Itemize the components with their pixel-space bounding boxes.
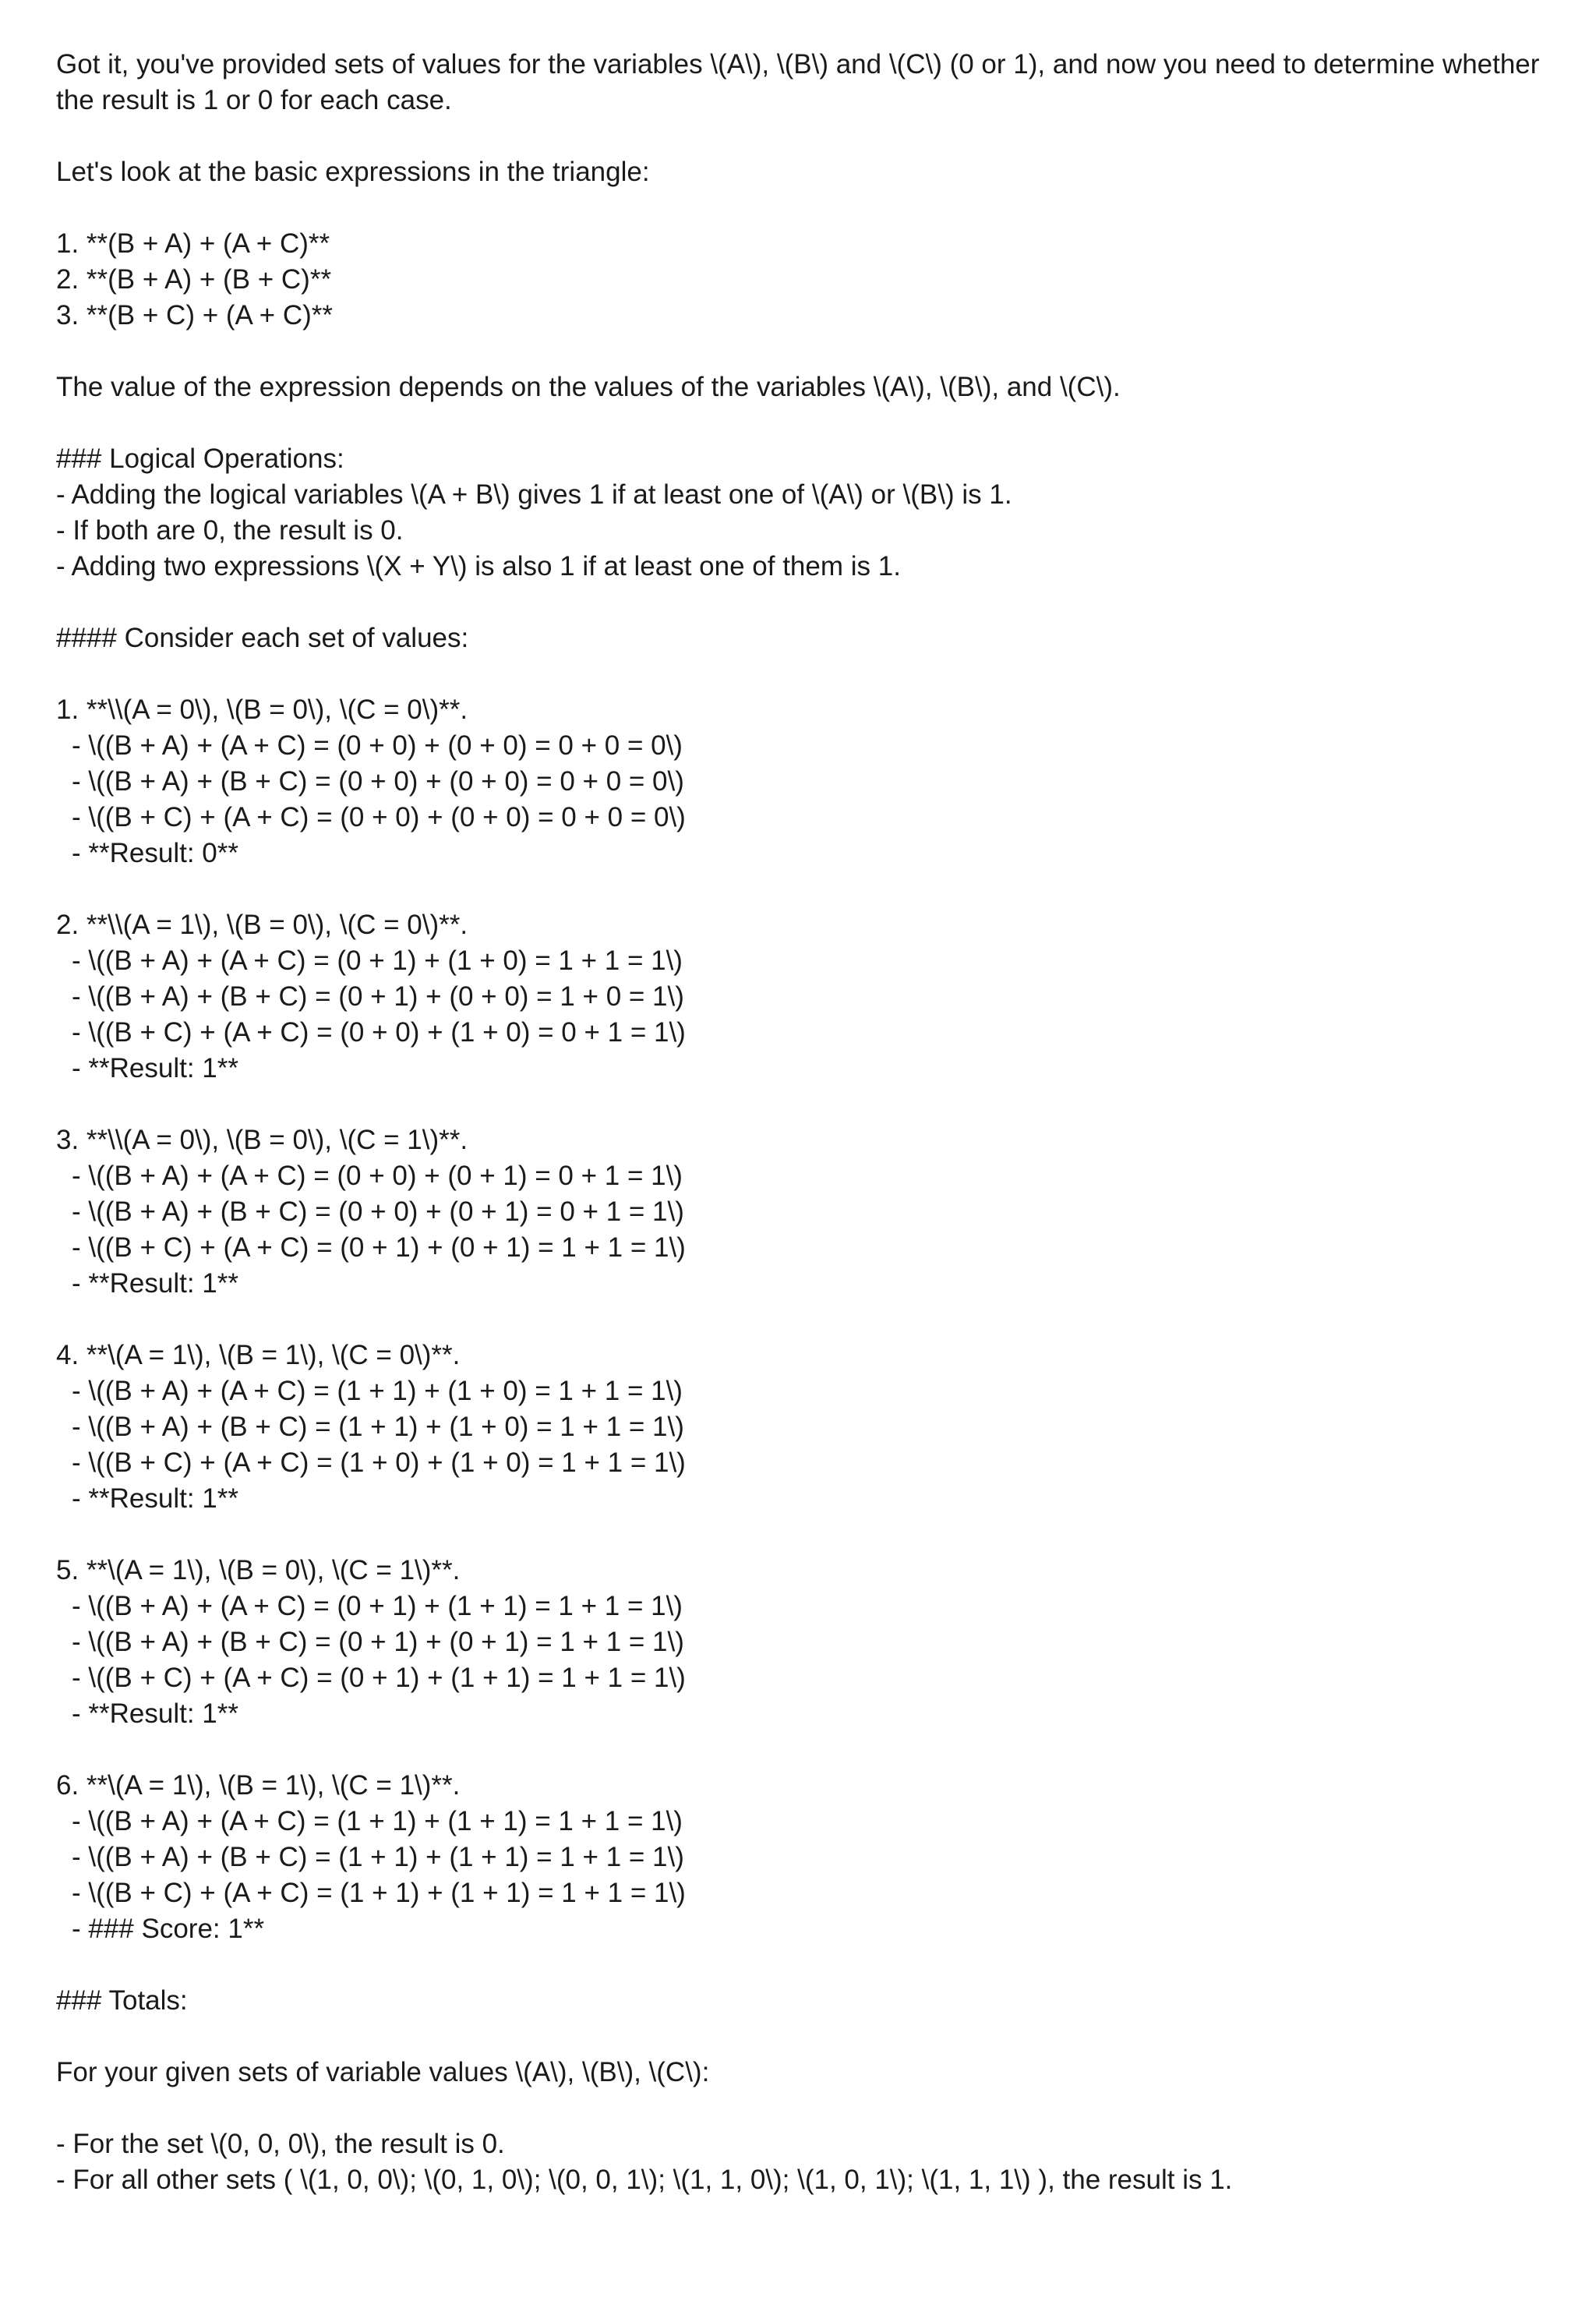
totals-item-2: - For all other sets ( \(1, 0, 0\); \(0, 1, 0\); \(0, 0, 1\); \(1, 1, 0\); \(1, 0, 1\); \(1, 1, 1\) ), the result is 1. xyxy=(56,2165,1233,2195)
case-2-line-1: - \((B + A) + (A + C) = (0 + 1) + (1 + 0) = 1 + 1 = 1\) xyxy=(72,945,683,976)
case-6-line-1: - \((B + A) + (A + C) = (1 + 1) + (1 + 1) = 1 + 1 = 1\) xyxy=(72,1806,683,1836)
case-6-result: - ### Score: 1** xyxy=(72,1914,265,1944)
case-2-line-3: - \((B + C) + (A + C) = (0 + 0) + (1 + 0) = 0 + 1 = 1\) xyxy=(72,1017,686,1048)
spacer xyxy=(56,118,1552,154)
case-5-line-2: - \((B + A) + (B + C) = (0 + 1) + (0 + 1) = 1 + 1 = 1\) xyxy=(72,1627,684,1657)
spacer xyxy=(56,405,1552,441)
totals-heading: ### Totals: xyxy=(56,1985,188,2016)
triangle-expression-3: 3. **(B + C) + (A + C)** xyxy=(56,300,333,330)
case-1-line-1: - \((B + A) + (A + C) = (0 + 0) + (0 + 0) = 0 + 0 = 0\) xyxy=(72,730,683,761)
triangle-heading: Let's look at the basic expressions in the triangle: xyxy=(56,157,650,187)
case-1-result: - **Result: 0** xyxy=(72,838,238,868)
case-3-line-3: - \((B + C) + (A + C) = (0 + 1) + (0 + 1) = 1 + 1 = 1\) xyxy=(72,1232,686,1263)
spacer xyxy=(56,656,1552,692)
spacer xyxy=(56,190,1552,226)
spacer xyxy=(56,1087,1552,1122)
consider-heading: #### Consider each set of values: xyxy=(56,623,469,653)
case-4-result: - **Result: 1** xyxy=(72,1483,238,1514)
triangle-expression-2: 2. **(B + A) + (B + C)** xyxy=(56,264,332,295)
document-body xyxy=(56,47,1552,2198)
case-6-title: 6. **\(A = 1\), \(B = 1\), \(C = 1\)**. xyxy=(56,1770,461,1801)
case-4-line-1: - \((B + A) + (A + C) = (1 + 1) + (1 + 0) = 1 + 1 = 1\) xyxy=(72,1376,683,1406)
case-3-line-2: - \((B + A) + (B + C) = (0 + 0) + (0 + 1) = 0 + 1 = 1\) xyxy=(72,1196,684,1227)
case-2-result: - **Result: 1** xyxy=(72,1053,238,1083)
case-2-title: 2. **\\(A = 1\), \(B = 0\), \(C = 0\)**. xyxy=(56,910,468,940)
spacer xyxy=(56,1732,1552,1768)
logic-item-2: - If both are 0, the result is 0. xyxy=(56,515,404,546)
case-5-result: - **Result: 1** xyxy=(72,1698,238,1729)
spacer xyxy=(56,1517,1552,1553)
totals-intro: For your given sets of variable values \(A\), \(B\), \(C\): xyxy=(56,2057,710,2087)
case-5-title: 5. **\(A = 1\), \(B = 0\), \(C = 1\)**. xyxy=(56,1555,461,1585)
logic-heading: ### Logical Operations: xyxy=(56,444,344,474)
case-3-line-1: - \((B + A) + (A + C) = (0 + 0) + (0 + 1) = 0 + 1 = 1\) xyxy=(72,1161,683,1191)
dependency-paragraph: The value of the expression depends on the values of the variables \(A\), \(B\), and \(C\). xyxy=(56,372,1121,402)
case-3-title: 3. **\\(A = 0\), \(B = 0\), \(C = 1\)**. xyxy=(56,1125,468,1155)
totals-item-1: - For the set \(0, 0, 0\), the result is 0. xyxy=(56,2129,505,2159)
spacer xyxy=(56,871,1552,907)
spacer xyxy=(56,1302,1552,1338)
intro-paragraph: Got it, you've provided sets of values for the variables \(A\), \(B\) and \(C\) (0 or 1), and now you need to determine whether the result is 1 or 0 for each case. xyxy=(56,49,1540,115)
spacer xyxy=(56,1947,1552,1983)
spacer xyxy=(56,585,1552,620)
case-5-line-3: - \((B + C) + (A + C) = (0 + 1) + (1 + 1) = 1 + 1 = 1\) xyxy=(72,1663,686,1693)
case-6-line-3: - \((B + C) + (A + C) = (1 + 1) + (1 + 1) = 1 + 1 = 1\) xyxy=(72,1878,686,1908)
case-4-title: 4. **\(A = 1\), \(B = 1\), \(C = 0\)**. xyxy=(56,1340,461,1370)
spacer xyxy=(56,2091,1552,2126)
case-2-line-2: - \((B + A) + (B + C) = (0 + 1) + (0 + 0) = 1 + 0 = 1\) xyxy=(72,981,684,1012)
logic-item-1: - Adding the logical variables \(A + B\) gives 1 if at least one of \(A\) or \(B\) is 1. xyxy=(56,479,1012,510)
spacer xyxy=(56,2019,1552,2055)
case-1-line-2: - \((B + A) + (B + C) = (0 + 0) + (0 + 0) = 0 + 0 = 0\) xyxy=(72,766,684,797)
spacer xyxy=(56,334,1552,369)
case-6-line-2: - \((B + A) + (B + C) = (1 + 1) + (1 + 1) = 1 + 1 = 1\) xyxy=(72,1842,684,1872)
case-5-line-1: - \((B + A) + (A + C) = (0 + 1) + (1 + 1) = 1 + 1 = 1\) xyxy=(72,1591,683,1621)
case-1-title: 1. **\\(A = 0\), \(B = 0\), \(C = 0\)**. xyxy=(56,695,468,725)
case-4-line-3: - \((B + C) + (A + C) = (1 + 0) + (1 + 0) = 1 + 1 = 1\) xyxy=(72,1447,686,1478)
logic-item-3: - Adding two expressions \(X + Y\) is also 1 if at least one of them is 1. xyxy=(56,551,901,581)
case-1-line-3: - \((B + C) + (A + C) = (0 + 0) + (0 + 0) = 0 + 0 = 0\) xyxy=(72,802,686,832)
case-4-line-2: - \((B + A) + (B + C) = (1 + 1) + (1 + 0) = 1 + 1 = 1\) xyxy=(72,1412,684,1442)
triangle-expression-1: 1. **(B + A) + (A + C)** xyxy=(56,228,330,259)
case-3-result: - **Result: 1** xyxy=(72,1268,238,1299)
